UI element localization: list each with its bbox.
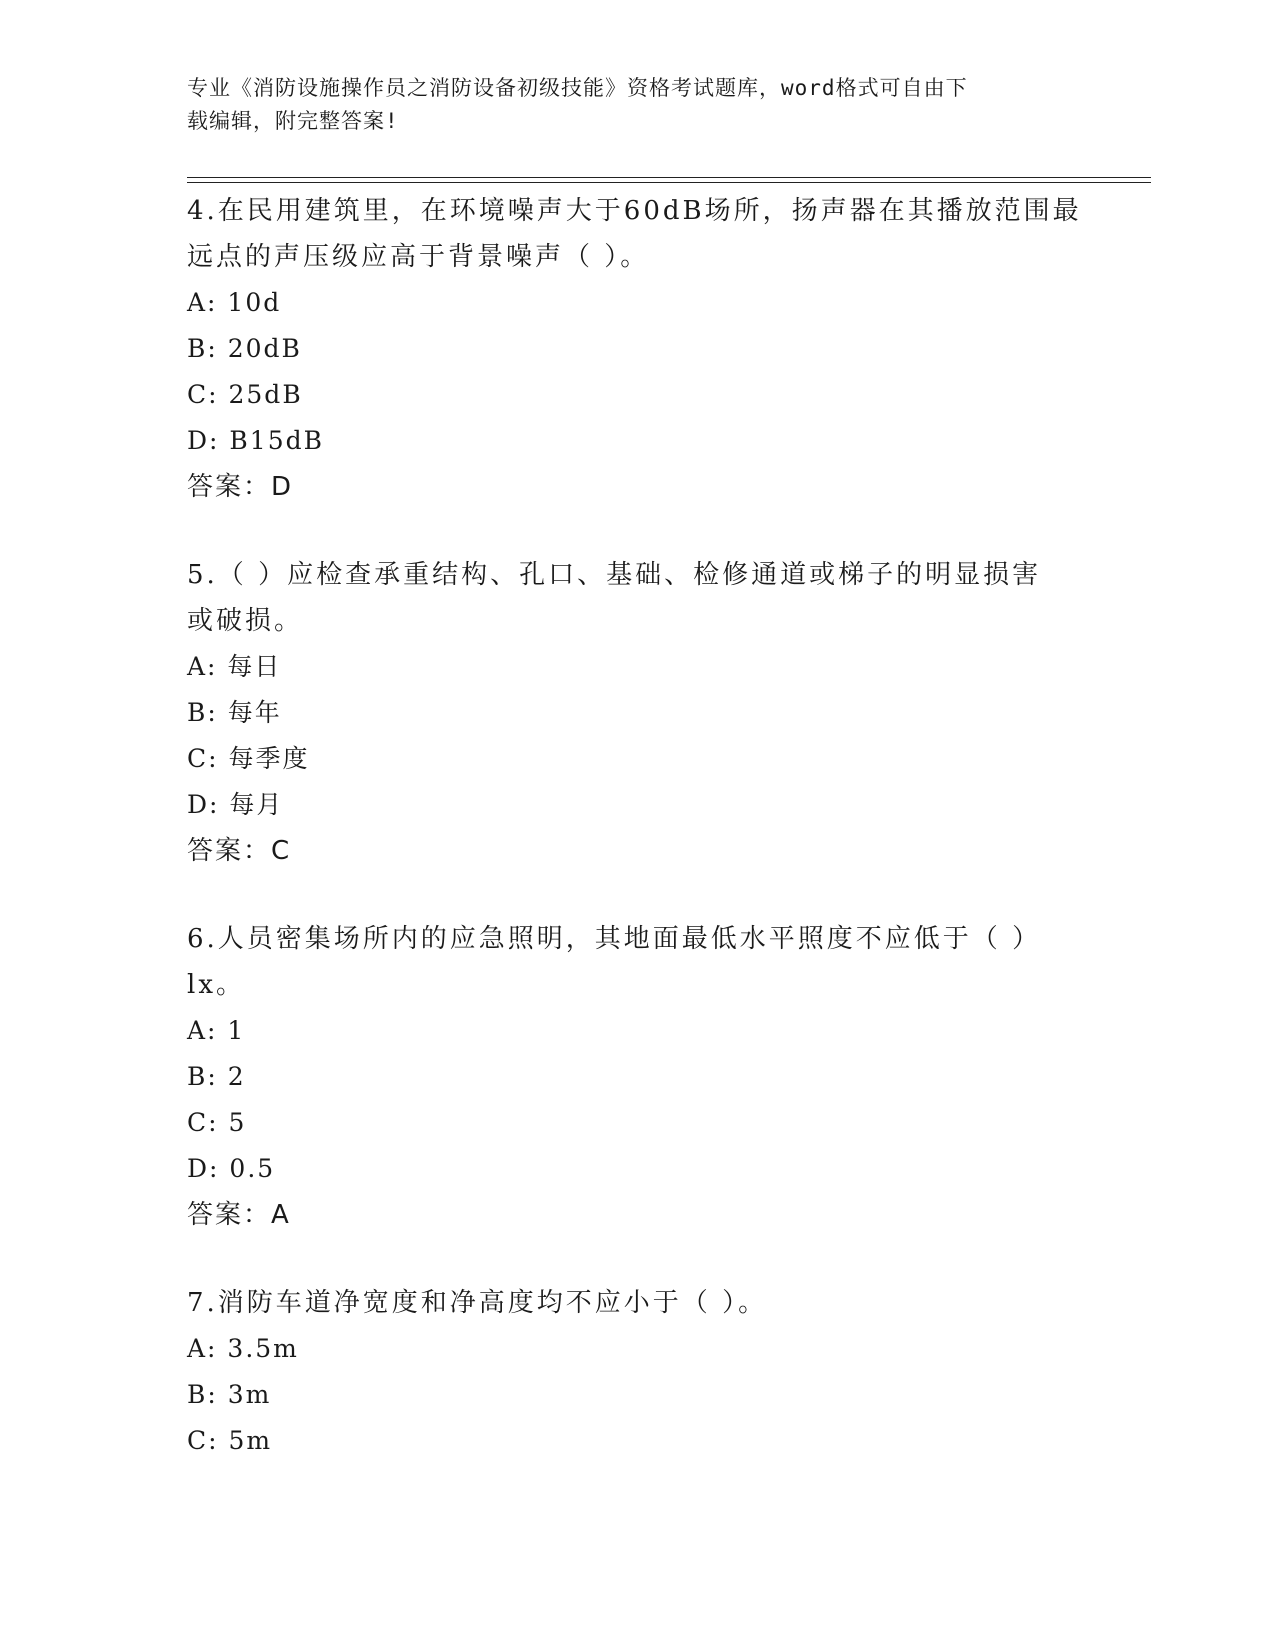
option-a: A: 3.5m xyxy=(187,1334,299,1363)
option-a: A: 1 xyxy=(187,1016,246,1045)
option-c: C: 25dB xyxy=(187,380,303,409)
option-c: C: 5m xyxy=(187,1426,273,1455)
question-list xyxy=(187,188,1087,1506)
answer-label: 答案：D xyxy=(187,472,294,502)
question-stem: 6.人员密集场所内的应急照明，其地面最低水平照度不应低于（ ） xyxy=(187,924,1042,954)
option-a: A: 10d xyxy=(187,288,282,317)
question-stem: 远点的声压级应高于背景噪声（ ）。 xyxy=(187,242,650,272)
option-c: C: 5 xyxy=(187,1108,247,1137)
option-b: B: 每年 xyxy=(187,698,282,727)
question-7 xyxy=(187,1280,1087,1464)
question-6 xyxy=(187,916,1087,1238)
option-a: A: 每日 xyxy=(187,652,282,681)
question-stem: 5.（ ）应检查承重结构、孔口、基础、检修通道或梯子的明显损害 xyxy=(187,560,1042,590)
option-b: B: 20dB xyxy=(187,334,302,363)
option-b: B: 3m xyxy=(187,1380,272,1409)
question-stem: lx。 xyxy=(187,970,245,1000)
header-line-1: 专业《消防设施操作员之消防设备初级技能》资格考试题库，word格式可自由下 xyxy=(187,76,968,100)
question-stem: 或破损。 xyxy=(187,606,304,636)
option-d: D: B15dB xyxy=(187,426,324,455)
option-c: C: 每季度 xyxy=(187,744,310,773)
question-4 xyxy=(187,188,1087,510)
option-d: D: 0.5 xyxy=(187,1154,276,1183)
option-d: D: 每月 xyxy=(187,790,284,819)
question-5 xyxy=(187,552,1087,874)
option-b: B: 2 xyxy=(187,1062,246,1091)
question-stem: 7.消防车道净宽度和净高度均不应小于（ ）。 xyxy=(187,1288,768,1318)
document-header xyxy=(187,72,1067,138)
question-stem: 4.在民用建筑里，在环境噪声大于60dB场所，扬声器在其播放范围最 xyxy=(187,196,1082,226)
answer-label: 答案：C xyxy=(187,836,292,866)
header-line-2: 载编辑，附完整答案! xyxy=(187,109,399,133)
header-divider-top xyxy=(187,177,1151,178)
answer-label: 答案：A xyxy=(187,1200,291,1230)
header-divider-bottom xyxy=(187,182,1151,183)
